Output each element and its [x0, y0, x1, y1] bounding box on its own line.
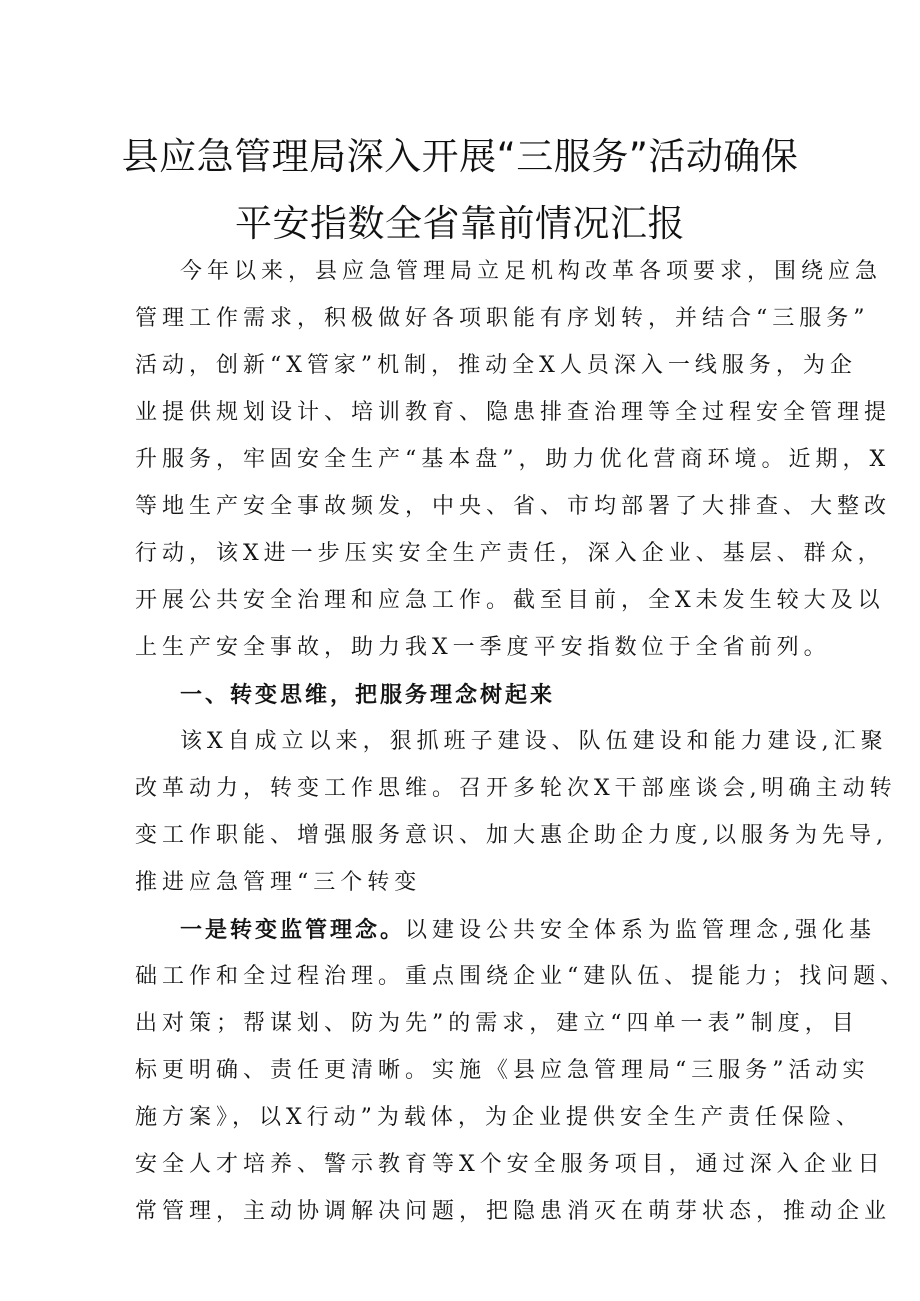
point-lead: 一是转变监管理念。 [180, 917, 406, 943]
intro-line: 今年以来，县应急管理局立足机构改革各项要求，围绕应急 [180, 259, 883, 284]
intro-line: 行动，该X进一步压实安全生产责任，深入企业、基层、群众， [135, 541, 885, 566]
intro-line: 管理工作需求，积极做好各项职能有序划转，并结合“三服务” [135, 306, 870, 331]
point-first-text: 以建设公共安全体系为监管理念,强化基 [405, 918, 877, 943]
intro-line: 升服务，牢固安全生产“基本盘”，助力优化营商环境。近期，X [135, 447, 891, 472]
section-line: 推进应急管理“三个转变 [135, 870, 422, 895]
point-line: 出对策；帮谋划、防为先”的需求，建立“四单一表”制度，目 [135, 1011, 859, 1036]
intro-line: 业提供规划设计、培训教育、隐患排查治理等全过程安全管理提 [135, 400, 892, 425]
document-title-line-1: 县应急管理局深入开展“三服务”活动确保 [121, 135, 799, 178]
point-line: 常管理，主动协调解决问题，把隐患消灭在萌芽状态，推动企业 [135, 1199, 892, 1224]
section-line: 变工作职能、增强服务意识、加大惠企助企力度,以服务为先导, [135, 823, 888, 848]
point-line: 施方案》，以X行动”为载体，为企业提供安全生产责任保险、 [135, 1105, 863, 1130]
intro-line: 上生产安全事故，助力我X一季度平安指数位于全省前列。 [135, 635, 831, 660]
point-first-line [180, 910, 876, 950]
point-line: 标更明确、责任更清晰。实施《县应急管理局“三服务”活动实 [135, 1058, 870, 1083]
point-line: 安全人才培养、警示教育等X个安全服务项目，通过深入企业日 [135, 1152, 885, 1177]
intro-line: 活动，创新“X管家”机制，推动全X人员深入一线服务，为企 [135, 353, 857, 378]
intro-line: 开展公共安全治理和应急工作。截至目前，全X未发生较大及以 [135, 588, 885, 613]
section-heading: 一、转变思维，把服务理念树起来 [180, 682, 556, 708]
intro-line: 等地生产安全事故频发，中央、省、市均部署了大排查、大整改 [135, 494, 892, 519]
document-title-line-2: 平安指数全省靠前情况汇报 [235, 202, 685, 245]
section-line: 该X自成立以来，狠抓班子建设、队伍建设和能力建设,汇聚 [180, 729, 888, 754]
section-line: 改革动力，转变工作思维。召开多轮次X干部座谈会,明确主动转 [135, 776, 897, 801]
point-line: 础工作和全过程治理。重点围绕企业“建队伍、提能力；找问题、 [135, 964, 908, 989]
